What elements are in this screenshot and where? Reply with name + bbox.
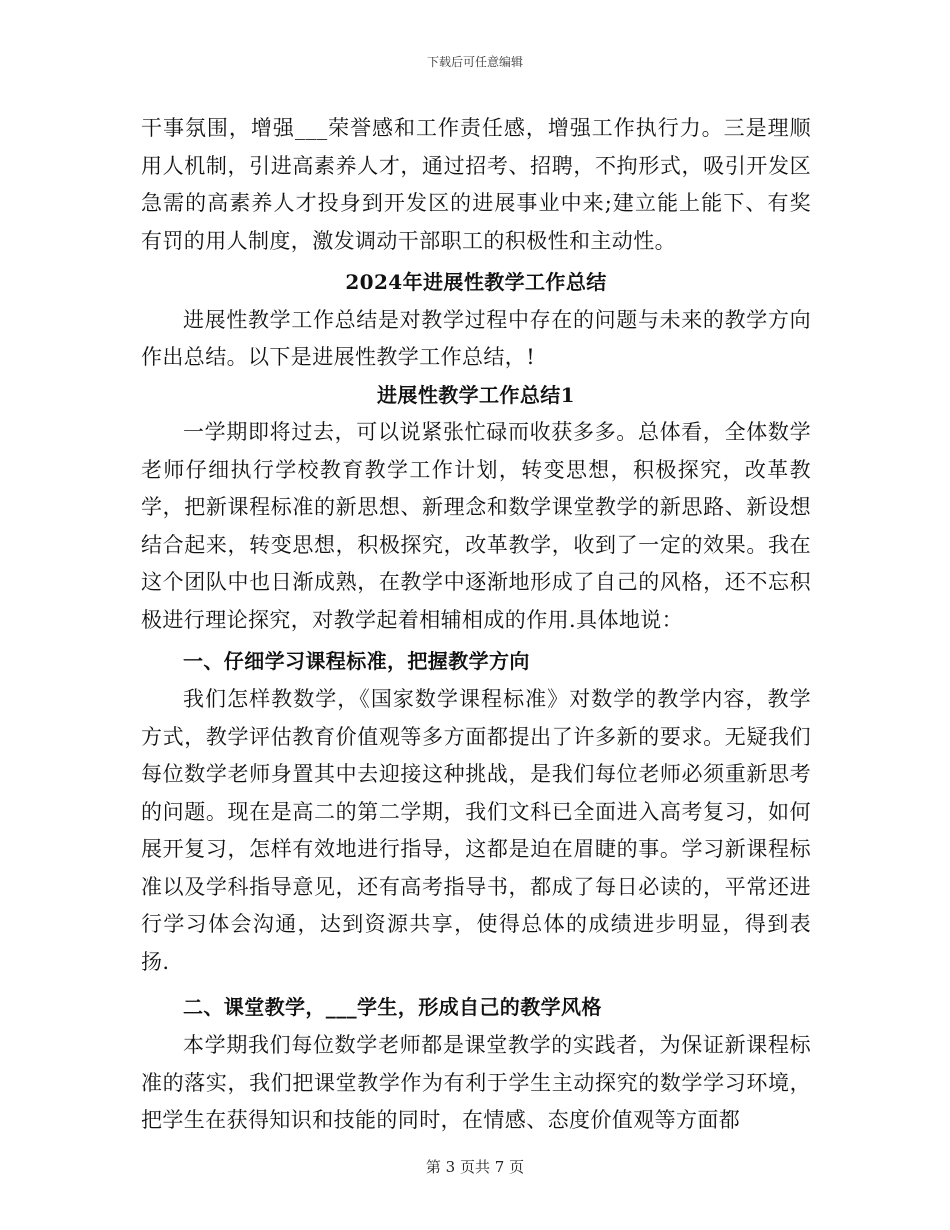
intro-paragraph: 进展性教学工作总结是对教学过程中存在的问题与未来的教学方向作出总结。以下是进展性教学工作总结，! — [141, 307, 811, 369]
document-body — [141, 110, 811, 1140]
section-heading-2: 二、课堂教学，___学生，形成自己的教学风格 — [183, 995, 602, 1019]
paragraph-continued: 干事氛围，增强___荣誉感和工作责任感，增强工作执行力。三是理顺用人机制，引进高素养人才，通过招考、招聘，不拘形式，吸引开发区急需的高素养人才投身到开发区的进展事业中来;建立能上能下、有奖有罚的用人制度，激发调动干部职工的积极性和主动性。 — [141, 116, 811, 253]
page-number: 第 3 页共 7 页 — [425, 1158, 525, 1176]
paragraph-section-1: 我们怎样教数学，《国家数学课程标准》对数学的教学内容，教学方式，教学评估教育价值观等多方面都提出了许多新的要求。无疑我们每位数学老师身置其中去迎接这种挑战，是我们每位老师必须重新思考的问题。现在是高二的第二学期，我们文科已全面进入高考复习，如何展开复习，怎样有效地进行指导，这都是迫在眉睫的事。学习新课程标准以及学科指导意见，还有高考指导书，都成了每日必读的，平常还进行学习体会沟通，达到资源共享，使得总体的成绩进步明显，得到表扬. — [141, 687, 811, 974]
document-title: 2024年进展性教学工作总结 — [345, 270, 607, 294]
paragraph-overview: 一学期即将过去，可以说紧张忙碌而收获多多。总体看，全体数学老师仔细执行学校教育教学工作计划，转变思想，积极探究，改革教学，把新课程标准的新思想、新理念和数学课堂教学的新思路、新设想结合起来，转变思想，积极探究，改革教学，收到了一定的效果。我在这个团队中也日渐成熟，在教学中逐渐地形成了自己的风格，还不忘积极进行理论探究，对教学起着相辅相成的作用.具体地说： — [141, 420, 811, 632]
paragraph-section-2: 本学期我们每位数学老师都是课堂教学的实践者，为保证新课程标准的落实，我们把课堂教学作为有利于学生主动探究的数学学习环境，把学生在获得知识和技能的同时，在情感、态度价值观等方面都 — [141, 1033, 811, 1132]
subtitle: 进展性教学工作总结1 — [377, 382, 575, 407]
page-header: 下载后可任意编辑 — [426, 55, 523, 69]
section-heading-1: 一、仔细学习课程标准，把握教学方向 — [183, 649, 530, 673]
